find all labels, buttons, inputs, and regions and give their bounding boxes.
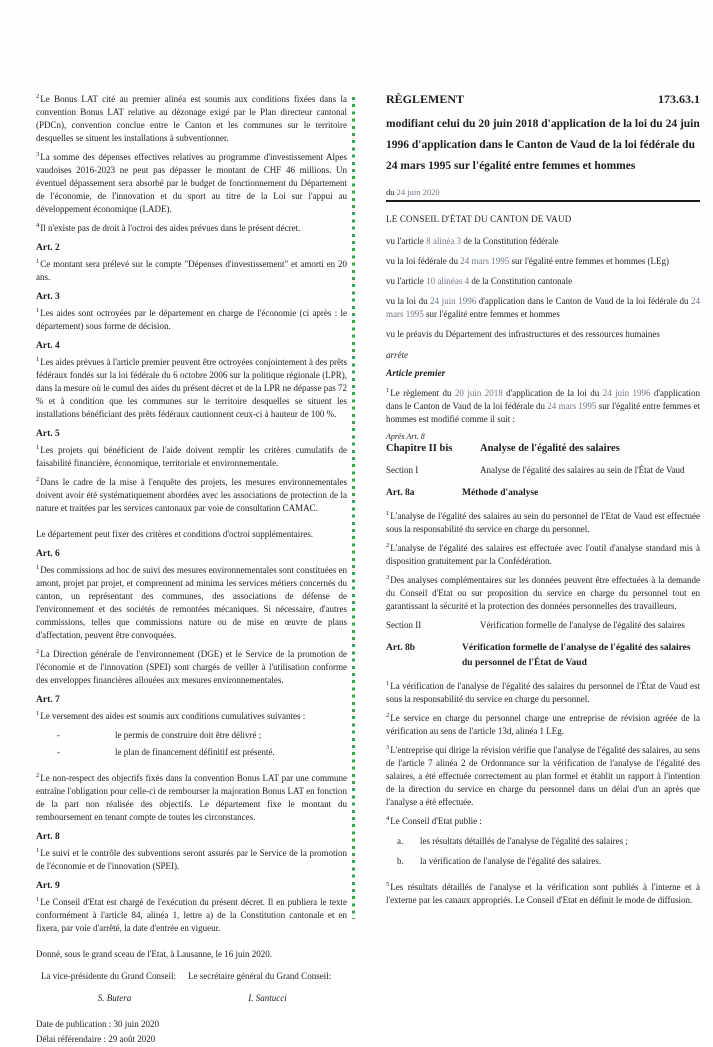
chapitre-title: Analyse de l'égalité des salaires [480, 443, 620, 454]
paragraph [36, 151, 347, 216]
list-dash: - [57, 747, 60, 757]
alinea-number: 5 [386, 881, 390, 888]
chapitre-label: Chapitre II bis [386, 443, 453, 454]
paragraph [36, 710, 347, 723]
vu-text: vu l'article [386, 236, 427, 246]
vu-text: sur l'égalité entre femmes et hommes [423, 309, 560, 319]
signature-left-title: La vice-présidente du Grand Conseil: [41, 971, 176, 981]
alinea-number: 4 [36, 222, 40, 229]
alinea-number: 2 [36, 772, 40, 779]
alinea-number: 2 [36, 648, 40, 655]
paragraph-text: Le service en charge du personnel charge une entreprise de révision agréée de la vérification au sens de l'article 13d, alinéa 1 LEg. [386, 713, 700, 736]
article-heading-art8: Art. 8 [36, 832, 60, 842]
paragraph [36, 648, 347, 687]
alinea-number: 1 [36, 710, 40, 717]
paragraph [36, 222, 347, 235]
arrete-word: arrête [386, 350, 408, 360]
article-title: Vérification formelle de l'analyse de l'égalité des salaires du personnel de l'État de Vaud [462, 643, 691, 668]
alinea-number: 1 [36, 896, 40, 903]
vu-text: vu la loi fédérale du [386, 256, 461, 266]
list-item-a [397, 835, 700, 848]
paragraph-text: d'application dans le Canton de Vaud de la loi fédérale du [386, 388, 700, 411]
paragraph [386, 744, 700, 809]
list-dash: - [57, 730, 60, 740]
paragraph [386, 574, 700, 613]
vu-text: vu l'article [386, 276, 427, 286]
signature-left [36, 971, 188, 1003]
paragraph-text: Les aides prévues à l'article premier peuvent être octroyées conjointement à des prêts fédéraux fondés sur la loi fédérale du 6 octobre 2006 sur la politique régionale (LPR), dans la mesure où le cumul des aides du présent décret et de la LPR ne dépasse pas 72 % et à condition que les communes sur le territoire desquelles se situent les installations bénéficiant des prêts fédéraux cautionnent ceux-ci à hauteur de 100 %. [36, 357, 347, 419]
paragraph [386, 881, 700, 907]
paragraph [36, 444, 347, 470]
list-item-b [397, 855, 700, 868]
section-label: Section I [386, 465, 419, 475]
delai-referendaire: Délai référendaire : 29 août 2020 [36, 1034, 156, 1044]
list-item-text: la vérification de l'analyse de l'égalité des salaires. [420, 856, 602, 866]
vu-text: d'application dans le Canton de Vaud de la loi fédérale du [476, 296, 692, 306]
article-title: Méthode d'analyse [462, 488, 539, 498]
article-heading-art8a [386, 486, 700, 501]
alinea-number: 1 [386, 387, 390, 394]
reference-link[interactable]: 24 mars 1995 [386, 296, 701, 319]
vu-line [386, 328, 700, 341]
alinea-number: 4 [386, 815, 390, 822]
signature-block [36, 971, 347, 1003]
article-heading-art9: Art. 9 [36, 881, 60, 891]
paragraph [36, 847, 347, 873]
signature-right [188, 971, 347, 1003]
paragraph [36, 307, 347, 333]
reference-link[interactable]: 8 alinéa 3 [426, 236, 462, 246]
paragraph [386, 680, 700, 706]
paragraph [36, 476, 347, 515]
left-column-decret [36, 93, 347, 1047]
list-item-text: le permis de construire doit être délivré ; [115, 730, 262, 740]
alinea-number: 3 [386, 744, 390, 751]
reference-link[interactable]: 24 juin 1996 [430, 296, 477, 306]
list-marker: a. [397, 836, 404, 846]
paragraph [386, 815, 700, 828]
section-title: Vérification formelle de l'analyse de l'égalité des salaires [480, 620, 685, 630]
paragraph [36, 258, 347, 284]
alinea-number: 1 [386, 510, 390, 517]
paragraph [36, 528, 347, 541]
paragraph-text: Des analyses complémentaires sur les données peuvent être effectuées à la demande du Conseil d'Etat ou sur proposition du service en charge du personnel tout en garantissant la sécurité et la protection des données personnelles des travailleurs. [386, 575, 700, 611]
paragraph-text: L'analyse de l'égalité des salaires est effectuée avec l'outil d'analyse standard mis à disposition gratuitement par la Confédération. [386, 543, 700, 566]
paragraph [386, 712, 700, 738]
alinea-number: 2 [386, 712, 390, 719]
vu-text: sur l'égalité entre femmes et hommes (LEg) [509, 256, 670, 266]
paragraph-text: Le Conseil d'Etat est chargé de l'exécution du présent décret. Il en publiera le texte conformément à l'article 84, alinéa 1, lettre a) de la Constitution cantonale et en fixera, par voie d'arrêté, la date d'entrée en vigueur. [36, 897, 347, 933]
paragraph [36, 356, 347, 421]
alinea-number: 2 [36, 93, 40, 100]
reglement-title: modifiant celui du 20 juin 2018 d'application de la loi du 24 juin 1996 d'application dans le Canton de Vaud de la loi fédérale du 24 mars 1995 sur l'égalité entre femmes et hommes [386, 118, 700, 172]
paragraph-text: Le versement des aides est soumis aux conditions cumulatives suivantes : [40, 711, 306, 721]
signature-right-name: I. Santucci [248, 993, 287, 1003]
publication-dates [36, 1017, 347, 1047]
paragraph [386, 510, 700, 536]
paragraph-text: L'analyse de l'égalité des salaires au sein du personnel de l'Etat de Vaud est effectuée sous la responsabilité du service en charge du personnel. [386, 511, 700, 534]
alinea-number: 1 [386, 680, 390, 687]
article-label: Art. 8b [386, 643, 416, 653]
paragraph-text: L'entreprise qui dirige la révision vérifie que l'analyse de l'égalité des salaires, au sens de l'article 7 alinéa 2 de Ordonnance sur la vérification de l'analyse de l'égalité des salaires, a été effectuée correctement au plan formel et établit un rapport à l'intention de la direction du service en charge du personnel dans un délai d'un an après que l'analyse a été effectuée. [386, 745, 700, 807]
paragraph [386, 542, 700, 568]
alinea-number: 1 [36, 307, 40, 314]
paragraph [386, 387, 700, 426]
list-item-text: les résultats détaillés de l'analyse de l'égalité des salaires ; [420, 836, 628, 846]
paragraph-text: Ce montant sera prélevé sur le compte "Dépenses d'investissement" et amorti en 20 ans. [36, 259, 347, 282]
section-heading [386, 464, 700, 477]
paragraph-text: Le Bonus LAT cité au premier alinéa est soumis aux conditions fixées dans la convention Bonus LAT relative au dézonage exigé par le Plan directeur cantonal (PDCn), convention conclue entre le Canton et les communes sur le territoire desquelles se situent les installations à subventionner. [36, 94, 347, 143]
paragraph-text: Le règlement du [390, 388, 455, 398]
article-heading-art7: Art. 7 [36, 695, 60, 705]
article-heading-art5: Art. 5 [36, 429, 60, 439]
article-heading-art4: Art. 4 [36, 341, 60, 351]
paragraph [36, 93, 347, 145]
vu-text: de la Constitution fédérale [461, 236, 559, 246]
green-dotted-separator [352, 97, 355, 919]
paragraph-text: Le Conseil d'Etat publie : [390, 816, 482, 826]
paragraph-text: sur l'égalité entre femmes et hommes est modifié comme il suit : [386, 401, 700, 424]
alinea-number: 1 [36, 258, 40, 265]
section-heading [386, 619, 700, 632]
reglement-date [386, 187, 700, 197]
list-item-text: le plan de financement définitif est présenté. [115, 747, 275, 757]
date-prefix: du [386, 187, 397, 197]
alinea-number: 1 [36, 444, 40, 451]
paragraph-text: Le suivi et le contrôle des subventions seront assurés par le Service de la promotion de l'économie et de l'innovation (SPEI). [36, 848, 347, 871]
reference-link[interactable]: 24 mars 1995 [547, 401, 597, 411]
alinea-number: 3 [36, 151, 40, 158]
alinea-number: 2 [36, 476, 40, 483]
apres-art8-note: Après Art. 8 [386, 432, 425, 441]
alinea-number: 3 [386, 574, 390, 581]
signature-right-title: Le secrétaire général du Grand Conseil: [188, 971, 332, 981]
list-item [57, 746, 347, 759]
vu-text: de la Constitution cantonale [469, 276, 573, 286]
conseil-detat-line: LE CONSEIL D'ÉTAT DU CANTON DE VAUD [386, 214, 572, 224]
paragraph [36, 896, 347, 935]
vu-line [386, 275, 700, 288]
paragraph-text: d'application de la loi du [502, 388, 603, 398]
paragraph-text: Le département peut fixer des critères et conditions d'octroi supplémentaires. [36, 529, 314, 539]
vu-line [386, 235, 700, 248]
list-marker: b. [397, 856, 404, 866]
paragraph [36, 564, 347, 642]
paragraph-text: La vérification de l'analyse de l'égalité des salaires du personnel de l'État de Vaud est sous la responsabilité du service en charge du personnel. [386, 681, 700, 704]
vu-text: vu le préavis du Département des infrastructures et des ressources humaines [386, 329, 660, 339]
reglement-type-label: RÈGLEMENT [386, 92, 465, 106]
article-heading-art3: Art. 3 [36, 292, 60, 302]
reference-link[interactable]: 10 alinéas 4 [426, 276, 470, 286]
article-heading-art6: Art. 6 [36, 549, 60, 559]
date-publication: Date de publication : 30 juin 2020 [36, 1019, 159, 1029]
vu-text: vu la loi du [386, 296, 431, 306]
signature-left-name: S. Butera [97, 993, 132, 1003]
right-column-reglement [386, 92, 700, 913]
reference-link[interactable]: 24 juin 1996 [602, 388, 651, 398]
alinea-number: 1 [36, 356, 40, 363]
article-label: Art. 8a [386, 488, 415, 498]
paragraph-text: La Direction générale de l'environnement (DGE) et le Service de la promotion de l'économie et de l'innovation (SPEI) sont chargés de veiller à l'utilisation conforme des enveloppes financières allouées aux mesures environnementales. [36, 649, 347, 685]
alinea-number: 2 [386, 542, 390, 549]
alinea-number: 1 [36, 564, 40, 571]
list-item [57, 729, 347, 742]
chapitre-heading [386, 443, 700, 454]
horizontal-rule [386, 200, 700, 202]
alinea-number: 1 [36, 847, 40, 854]
vu-line [386, 255, 700, 268]
reference-link[interactable]: 24 mars 1995 [460, 256, 510, 266]
date-link[interactable]: 24 juin 2020 [396, 187, 440, 197]
section-title: Analyse de l'égalité des salaires au sein de l'État de Vaud [480, 465, 685, 475]
reference-link[interactable]: 20 juin 2018 [454, 388, 503, 398]
reglement-header [386, 92, 700, 107]
paragraph-text: Dans le cadre de la mise à l'enquête des projets, les mesures environnementales doivent avoir été systématiquement abordées avec les associations de protection de la nature et traitées par les services cantonaux par voie de consultation CAMAC. [36, 477, 347, 513]
article-premier-heading: Article premier [386, 369, 446, 379]
paragraph-text: Les résultats détaillés de l'analyse et la vérification sont publiés à l'interne et à l'externe par les canaux appropriés. Le Conseil d'Etat en définit le mode de diffusion. [386, 882, 700, 905]
section-label: Section II [386, 620, 422, 630]
paragraph-text: La somme des dépenses effectives relatives au programme d'investissement Alpes vaudoises 2016-2023 ne peut pas dépasser le montant de CHF 46 millions. Un éventuel dépassement sera absorbé par le budget de fonctionnement du Département de l'économie, de l'innovation et du sport au titre de la Loi sur l'appui au développement économique (LADE). [36, 152, 347, 214]
paragraph-text: Il n'existe pas de droit à l'octroi des aides prévues dans le présent décret. [40, 223, 301, 233]
article-heading-art2: Art. 2 [36, 243, 60, 253]
vu-line [386, 295, 700, 321]
paragraph-text: Les aides sont octroyées par le département en charge de l'économie (ci après : le département) sous forme de décision. [36, 308, 347, 331]
paragraph-text: Les projets qui bénéficient de l'aide doivent remplir les critères cumulatifs de faisabilité financière, économique, territoriale et environnementale. [36, 445, 347, 468]
paragraph-text: Des commissions ad hoc de suivi des mesures environnementales sont constituées en amont, projet par projet, et comprennent ad minima les services métiers concernés du canton, un représentant des communes, des associations de défense de l'environnement et des sociétés de remontées mécaniques. Si nécessaire, d'autres commissions, telles que commissions nature ou de mise en œuvre de plans d'affectation, peuvent être convoquées. [36, 565, 347, 640]
article-heading-art8b [386, 641, 700, 671]
donne-line: Donné, sous le grand sceau de l'Etat, à Lausanne, le 16 juin 2020. [36, 949, 273, 959]
paragraph-text: Le non-respect des objectifs fixés dans la convention Bonus LAT par une commune entraîne l'obligation pour celle-ci de rembourser la majoration Bonus LAT en fonction de la part non réalisée des objectifs. Le département fixe le montant du remboursement en tenant compte de toutes les circonstances. [36, 773, 347, 822]
paragraph [36, 772, 347, 824]
reglement-number: 173.63.1 [658, 92, 700, 106]
